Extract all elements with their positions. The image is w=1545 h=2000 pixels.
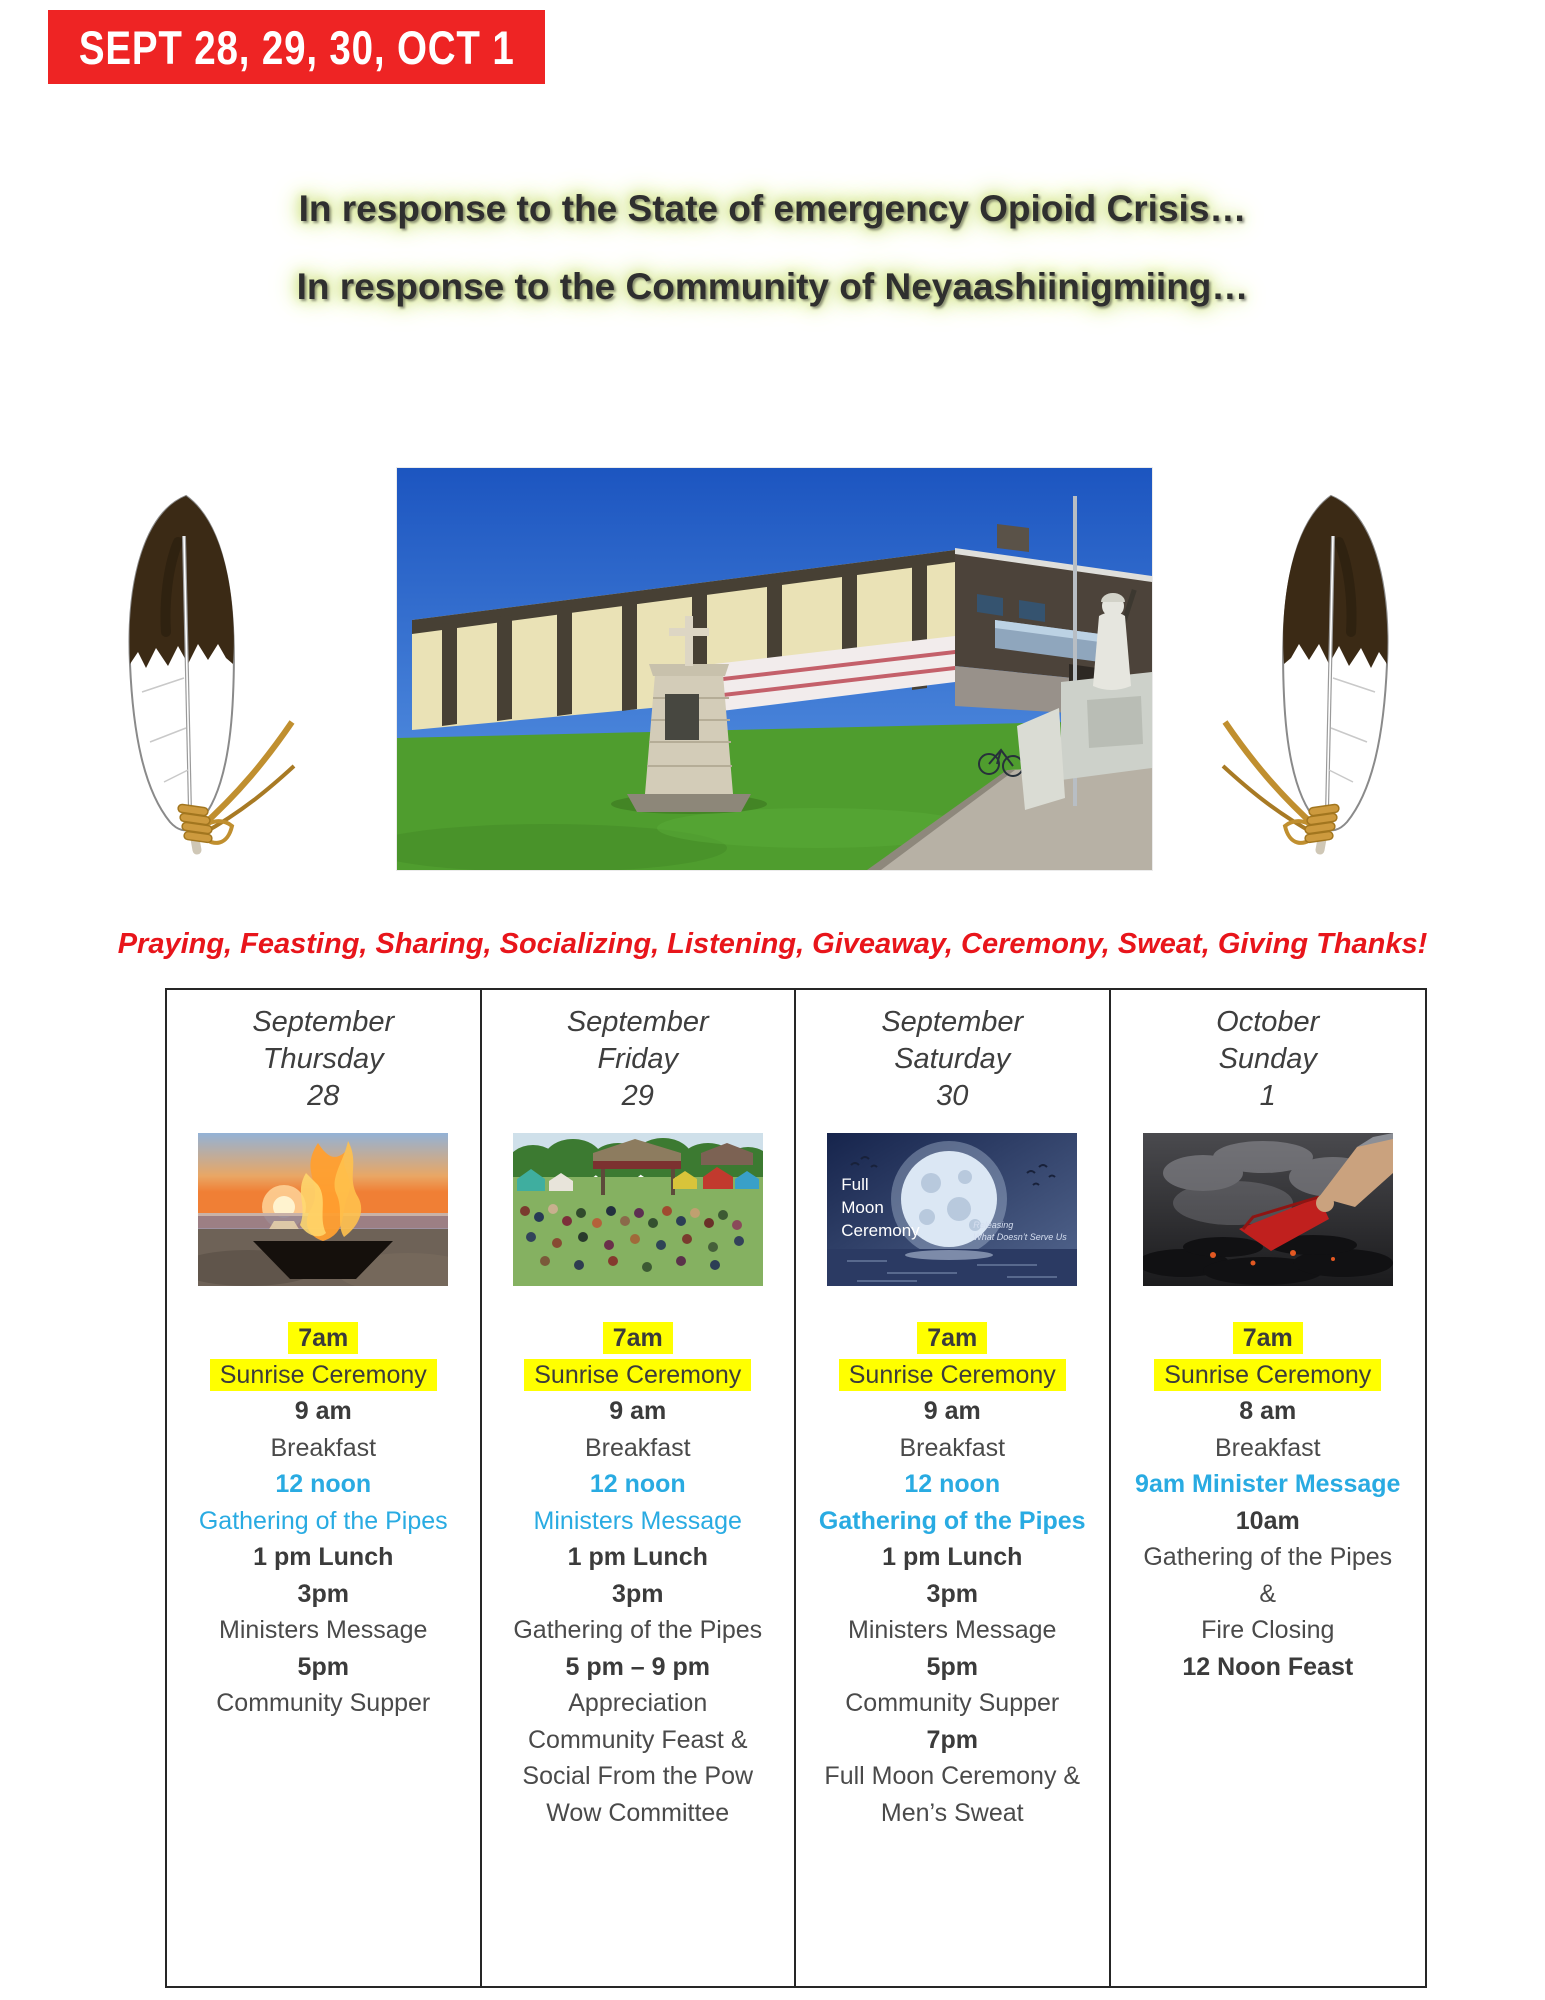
schedule-line: 7am: [482, 1320, 795, 1357]
pow-wow-gathering-photo: [513, 1133, 763, 1286]
schedule-line: 7am: [1111, 1320, 1426, 1357]
schedule-line: Full Moon Ceremony &: [824, 1762, 1081, 1790]
schedule-line: &: [1259, 1579, 1277, 1608]
column-month-label: October: [1216, 1006, 1320, 1038]
schedule-list: [167, 1320, 480, 1722]
schedule-line: Appreciation: [568, 1689, 708, 1717]
schedule-list: [482, 1320, 795, 1831]
day-column-sept-29: [482, 990, 797, 1986]
full-moon-ceremony-photo: [827, 1133, 1077, 1286]
schedule-line: 7am: [796, 1320, 1109, 1357]
schedule-line: Social From the Pow: [522, 1762, 754, 1790]
schedule-table: [165, 988, 1427, 1988]
schedule-line: Community Supper: [845, 1689, 1060, 1717]
schedule-line: 3pm: [297, 1579, 349, 1608]
schedule-line: 10am: [1235, 1506, 1300, 1535]
schedule-line: Gathering of the Pipes: [198, 1506, 448, 1535]
schedule-line: Gathering of the Pipes: [513, 1616, 763, 1644]
schedule-line: Breakfast: [270, 1433, 377, 1462]
column-weekday-label: Sunday: [1218, 1043, 1317, 1075]
schedule-line: Gathering of the Pipes: [1143, 1543, 1393, 1571]
schedule-line: Ministers Message: [219, 1616, 428, 1644]
column-day-label: 1: [1259, 1080, 1276, 1112]
schedule-line: Ministers Message: [533, 1506, 742, 1535]
schedule-line: Breakfast: [584, 1433, 691, 1462]
column-month-label: September: [252, 1006, 395, 1038]
day-column-sept-28: [167, 990, 482, 1986]
schedule-line: 1 pm Lunch: [253, 1543, 394, 1571]
schedule-line: 5pm: [297, 1652, 349, 1681]
schedule-list: [1111, 1320, 1426, 1685]
schedule-line: 1 pm Lunch: [567, 1543, 708, 1571]
moon-caption: Releasing What Doesn’t Serve Us: [973, 1220, 1067, 1242]
eagle-feather-icon: [1212, 482, 1437, 857]
column-weekday-label: Saturday: [894, 1043, 1011, 1075]
schedule-line: Ministers Message: [848, 1616, 1057, 1644]
column-day-label: 28: [307, 1080, 340, 1112]
schedule-line: 3pm: [612, 1579, 664, 1608]
schedule-line: 9 am: [923, 1397, 981, 1425]
schedule-line: 9 am: [294, 1397, 352, 1425]
schedule-line: 5pm: [926, 1652, 978, 1681]
schedule-line: Fire Closing: [1201, 1616, 1335, 1644]
schedule-line: 7am: [167, 1320, 480, 1357]
day-column-sept-30: [796, 990, 1111, 1986]
schedule-line: Breakfast: [1214, 1433, 1321, 1462]
date-banner-text: SEPT 28, 29, 30, OCT 1: [78, 20, 515, 74]
community-centre-photo: [397, 468, 1152, 870]
column-day-label: 29: [621, 1080, 654, 1112]
schedule-line: 3pm: [926, 1579, 978, 1608]
column-header: [482, 1004, 795, 1115]
headline-opioid-crisis: In response to the State of emergency Opioid Crisis…: [298, 188, 1247, 229]
schedule-line: 9 am: [609, 1397, 667, 1425]
tagline: Praying, Feasting, Sharing, Socializing, Listening, Giveaway, Ceremony, Sweat, Giving Thanks!: [117, 928, 1428, 960]
eagle-feather-icon: [80, 482, 305, 857]
schedule-line: Community Supper: [216, 1689, 431, 1717]
schedule-line: 1 pm Lunch: [882, 1543, 1023, 1571]
headline-community: In response to the Community of Neyaashiinigmiing…: [296, 266, 1249, 307]
sacred-fire-sunset-photo: [198, 1133, 448, 1286]
column-month-label: September: [881, 1006, 1024, 1038]
column-month-label: September: [566, 1006, 709, 1038]
schedule-line: 9am Minister Message: [1135, 1470, 1401, 1498]
schedule-line: Sunrise Ceremony: [1111, 1357, 1426, 1394]
schedule-line: Wow Committee: [546, 1798, 730, 1827]
schedule-line: 8 am: [1239, 1397, 1297, 1425]
schedule-line: Sunrise Ceremony: [482, 1357, 795, 1394]
column-header: [167, 1004, 480, 1115]
schedule-line: 12 Noon Feast: [1182, 1652, 1354, 1681]
column-header: [1111, 1004, 1426, 1115]
column-header: [796, 1004, 1109, 1115]
moon-title: Full Moon Ceremony: [841, 1175, 920, 1240]
schedule-line: Men’s Sweat: [880, 1798, 1024, 1827]
schedule-line: 5 pm – 9 pm: [565, 1652, 710, 1681]
schedule-line: Sunrise Ceremony: [167, 1357, 480, 1394]
schedule-list: [796, 1320, 1109, 1831]
column-weekday-label: Friday: [597, 1043, 679, 1075]
schedule-line: 12 noon: [589, 1470, 686, 1498]
date-banner: [48, 10, 545, 84]
day-column-oct-1: [1111, 990, 1426, 1986]
schedule-line: Community Feast &: [527, 1725, 748, 1754]
schedule-line: 7pm: [926, 1725, 978, 1754]
schedule-line: Gathering of the Pipes: [818, 1506, 1086, 1535]
column-day-label: 30: [936, 1080, 969, 1112]
schedule-line: 12 noon: [275, 1470, 372, 1498]
schedule-line: Sunrise Ceremony: [796, 1357, 1109, 1394]
schedule-line: Breakfast: [899, 1433, 1006, 1462]
fire-closing-photo: [1143, 1133, 1393, 1286]
column-weekday-label: Thursday: [262, 1043, 384, 1075]
schedule-line: 12 noon: [904, 1470, 1001, 1498]
